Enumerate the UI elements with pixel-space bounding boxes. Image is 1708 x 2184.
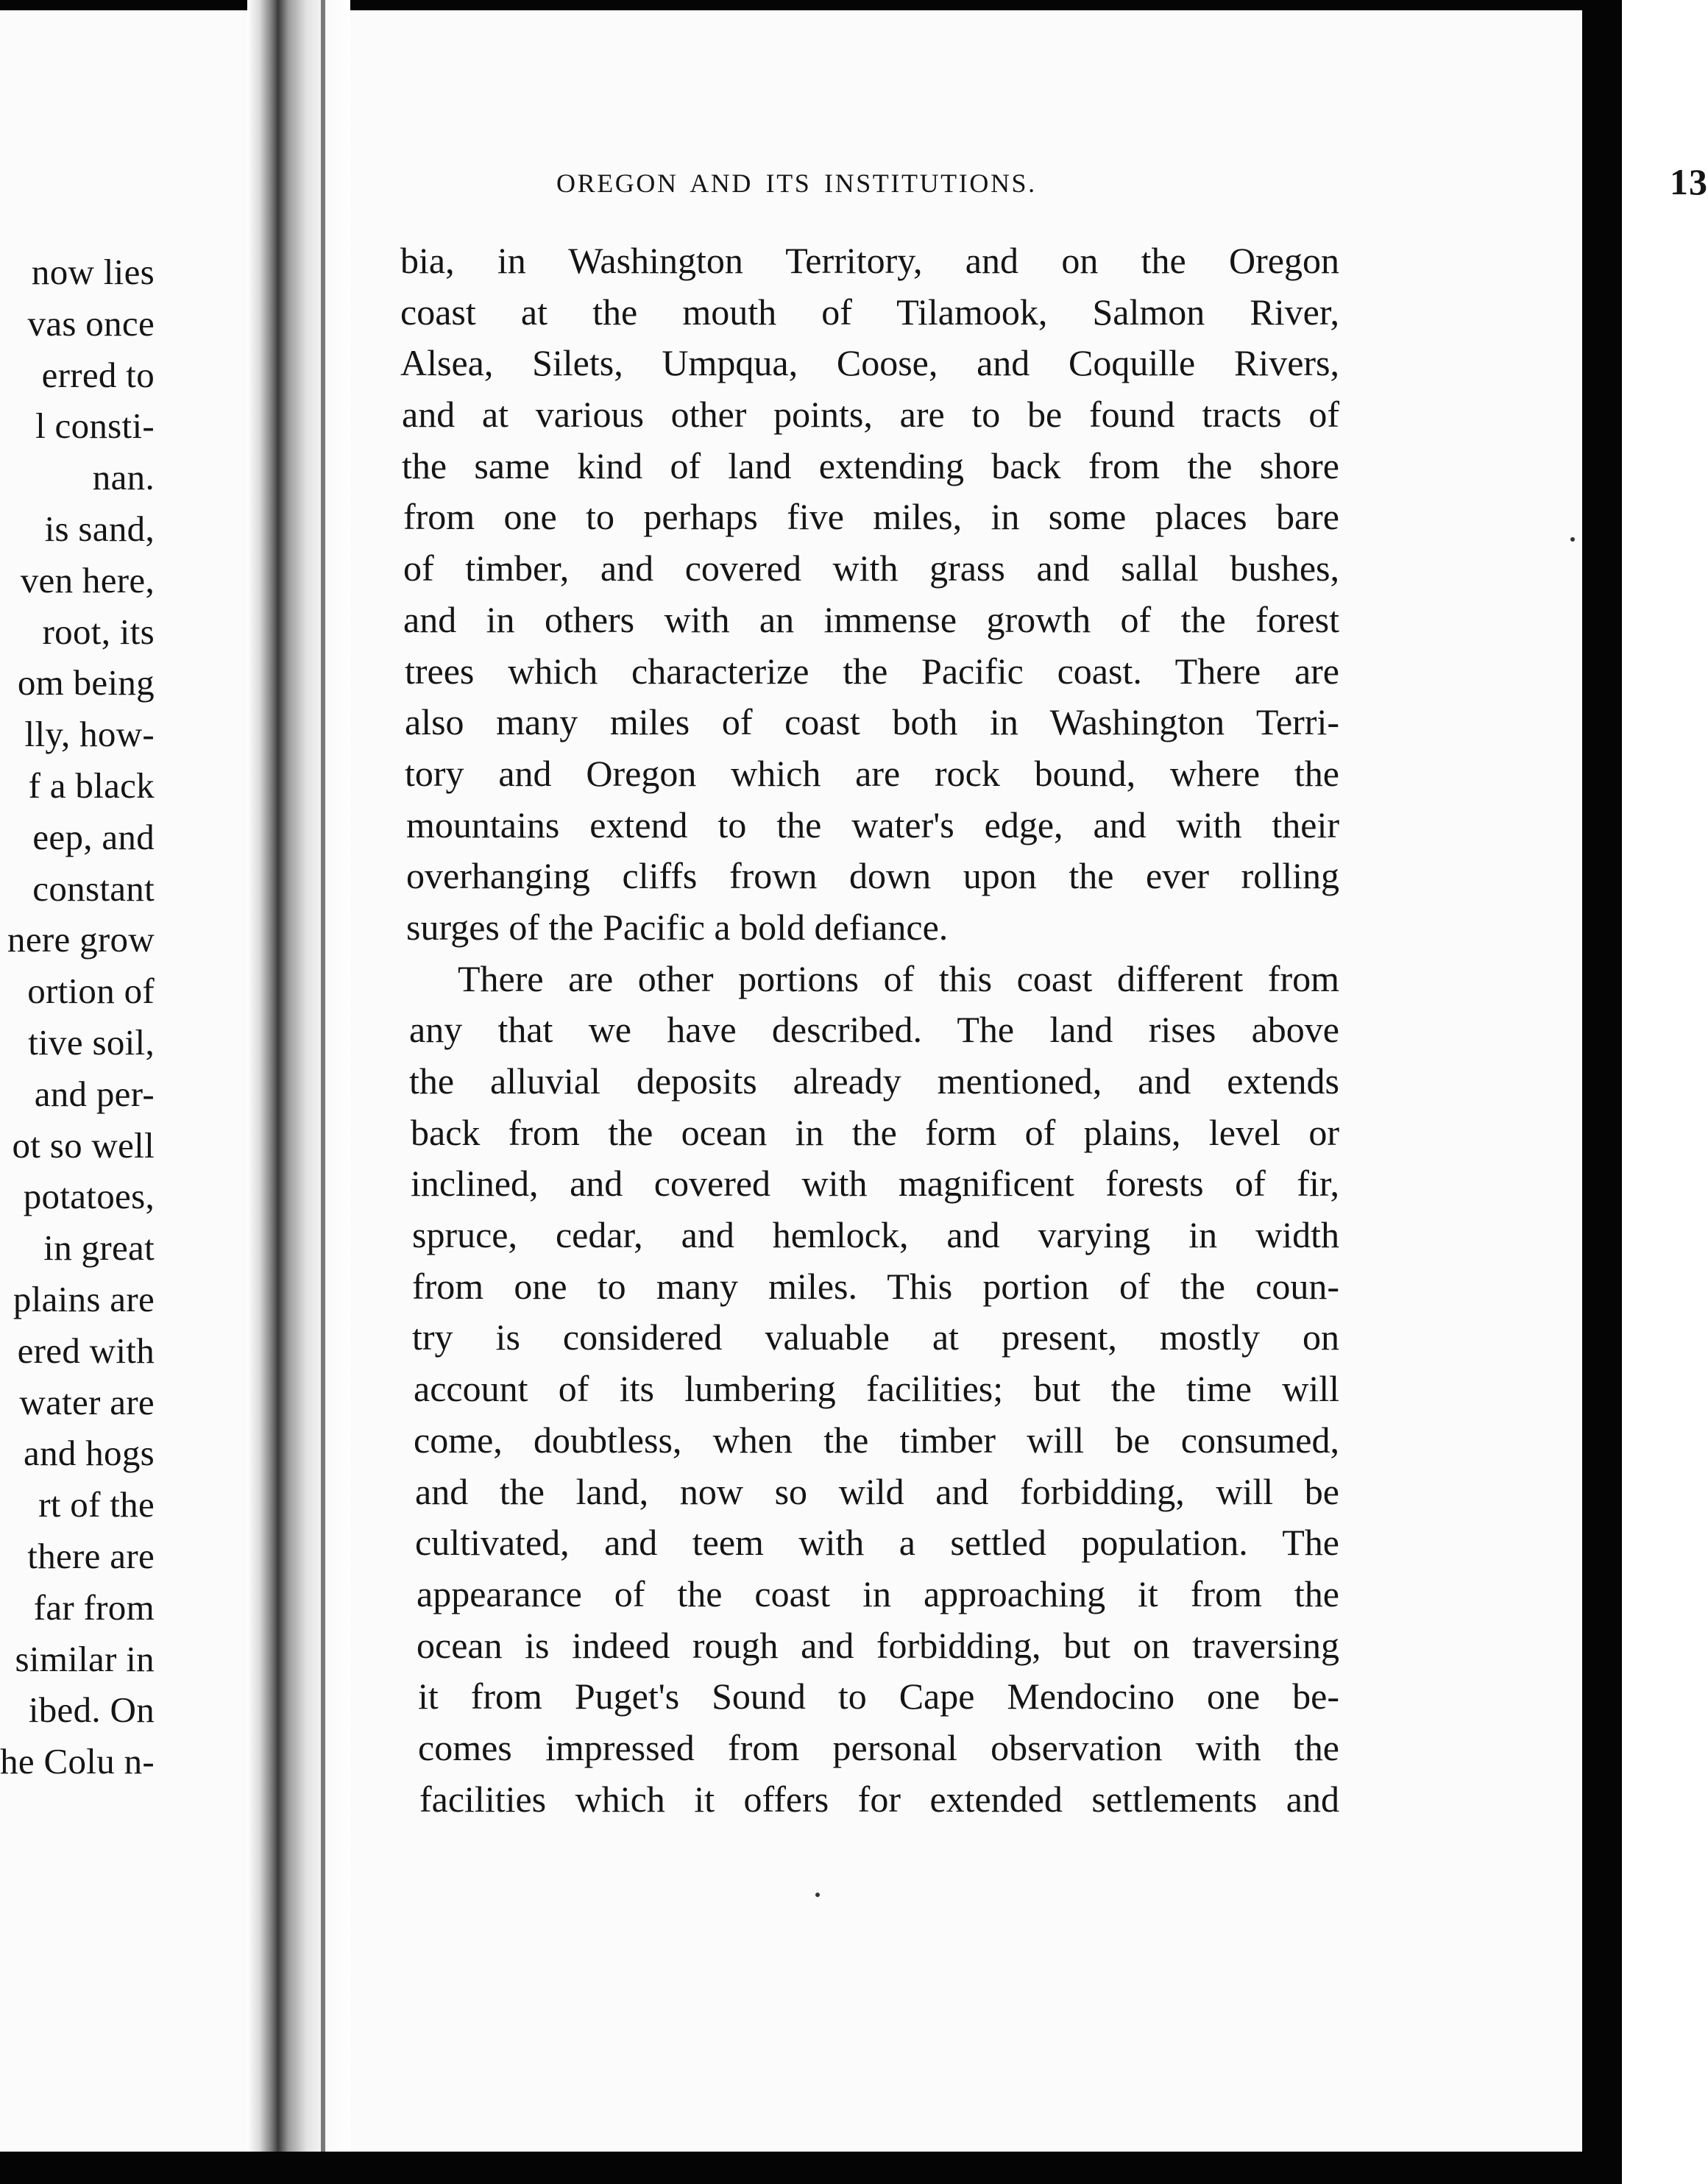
paragraph (383, 954, 1339, 1826)
left-page-line: nan. (92, 457, 155, 498)
left-page-line: water are (19, 1381, 155, 1422)
left-page-line: lly, how- (24, 714, 155, 755)
running-head (556, 160, 1708, 205)
book-gutter (247, 0, 350, 2152)
left-page-line: tive soil, (28, 1021, 155, 1063)
left-page-line: constant (32, 868, 155, 909)
left-page-line: l consti- (35, 405, 155, 447)
left-page-line: erred to (41, 354, 155, 395)
text-line: coast at the mouth of Tilamook, Salmon River, (400, 291, 1339, 333)
left-page-line: plains are (13, 1278, 155, 1319)
left-page-line: nere grow (7, 919, 155, 960)
text-line: bia, in Washington Territory, and on the Oregon (400, 240, 1339, 281)
text-line: trees which characterize the Pacific coast. There are (405, 650, 1339, 692)
text-line: overhanging cliffs frown down upon the ever rolling (406, 855, 1339, 897)
left-page-line: is sand, (44, 508, 155, 549)
left-page-line: om being (17, 662, 155, 703)
text-line: spruce, cedar, and hemlock, and varying in width (412, 1214, 1339, 1256)
left-page-line: rt of the (38, 1484, 155, 1525)
left-page-text (0, 247, 155, 1787)
left-page-line: ven here, (20, 559, 155, 600)
text-line: the alluvial deposits already mentioned, and extends (409, 1060, 1339, 1102)
left-page-line: f a black (28, 765, 155, 806)
left-page-line: and per- (34, 1073, 155, 1114)
left-page-fragment (0, 0, 250, 2152)
text-line: and in others with an immense growth of the forest (403, 598, 1339, 640)
text-line: account of its lumbering facilities; but the time will (414, 1368, 1339, 1410)
page-edge (321, 0, 325, 2152)
page-number: 13 (1670, 161, 1708, 202)
text-line: comes impressed from personal observation with the (418, 1726, 1339, 1768)
scan-border-bottom (0, 2152, 1622, 2184)
body-text (383, 235, 1339, 1825)
text-line: and the land, now so wild and forbidding, will be (415, 1470, 1339, 1512)
text-line: facilities which it offers for extended settlements and (419, 1778, 1339, 1820)
left-page-line: there are (27, 1535, 155, 1576)
text-line: Alsea, Silets, Umpqua, Coose, and Coquille Rivers, (400, 342, 1339, 384)
text-line: the same kind of land extending back from the shore (402, 444, 1339, 486)
running-head-title: OREGON AND ITS INSTITUTIONS. (556, 169, 1037, 198)
left-page-line: similar in (15, 1638, 155, 1679)
left-page-line: root, its (42, 611, 155, 652)
text-line: from one to many miles. This portion of the coun- (412, 1265, 1339, 1307)
text-line: inclined, and covered with magnificent forests of fir, (411, 1163, 1339, 1205)
text-line: tory and Oregon which are rock bound, where the (405, 752, 1339, 794)
text-line: try is considered valuable at present, mostly on (412, 1316, 1339, 1358)
text-line: it from Puget's Sound to Cape Mendocino one be- (418, 1676, 1339, 1717)
right-page (383, 0, 1708, 2152)
text-line: any that we have described. The land rises above (409, 1009, 1339, 1051)
text-line: cultivated, and teem with a settled population. The (415, 1522, 1339, 1564)
scan-speck (1570, 537, 1575, 542)
left-page-line: in great (43, 1227, 155, 1269)
left-page-line: ibed. On (28, 1690, 155, 1731)
left-page-line: now lies (31, 252, 155, 292)
left-page-line: ortion of (27, 971, 155, 1012)
scan-border-right (1582, 0, 1622, 2184)
text-line: There are other portions of this coast different from (458, 957, 1339, 999)
text-line: appearance of the coast in approaching it from the (417, 1573, 1339, 1614)
left-page-line: ot so well (12, 1124, 155, 1166)
text-line: also many miles of coast both in Washington Terri- (405, 701, 1339, 743)
text-line: surges of the Pacific a bold defiance. (406, 906, 949, 948)
text-line: come, doubtless, when the timber will be consumed, (414, 1419, 1339, 1461)
text-line: back from the ocean in the form of plains, level or (411, 1111, 1339, 1153)
text-line: from one to perhaps five miles, in some places bare (403, 496, 1339, 538)
left-page-line: vas once (27, 302, 155, 344)
left-page-line: ered with (17, 1330, 155, 1371)
text-line: and at various other points, are to be found tracts of (402, 394, 1339, 436)
left-page-line: far from (33, 1586, 155, 1628)
text-line: of timber, and covered with grass and sallal bushes, (403, 547, 1339, 589)
left-page-line: he Colu n- (0, 1741, 155, 1782)
left-page-line: potatoes, (23, 1176, 155, 1217)
paragraph (383, 235, 1339, 954)
left-page-line: and hogs (24, 1433, 155, 1474)
text-line: mountains extend to the water's edge, and with their (406, 804, 1339, 845)
left-page-line: eep, and (32, 816, 155, 857)
scan-speck (815, 1893, 820, 1897)
text-line: ocean is indeed rough and forbidding, but on traversing (417, 1624, 1339, 1666)
